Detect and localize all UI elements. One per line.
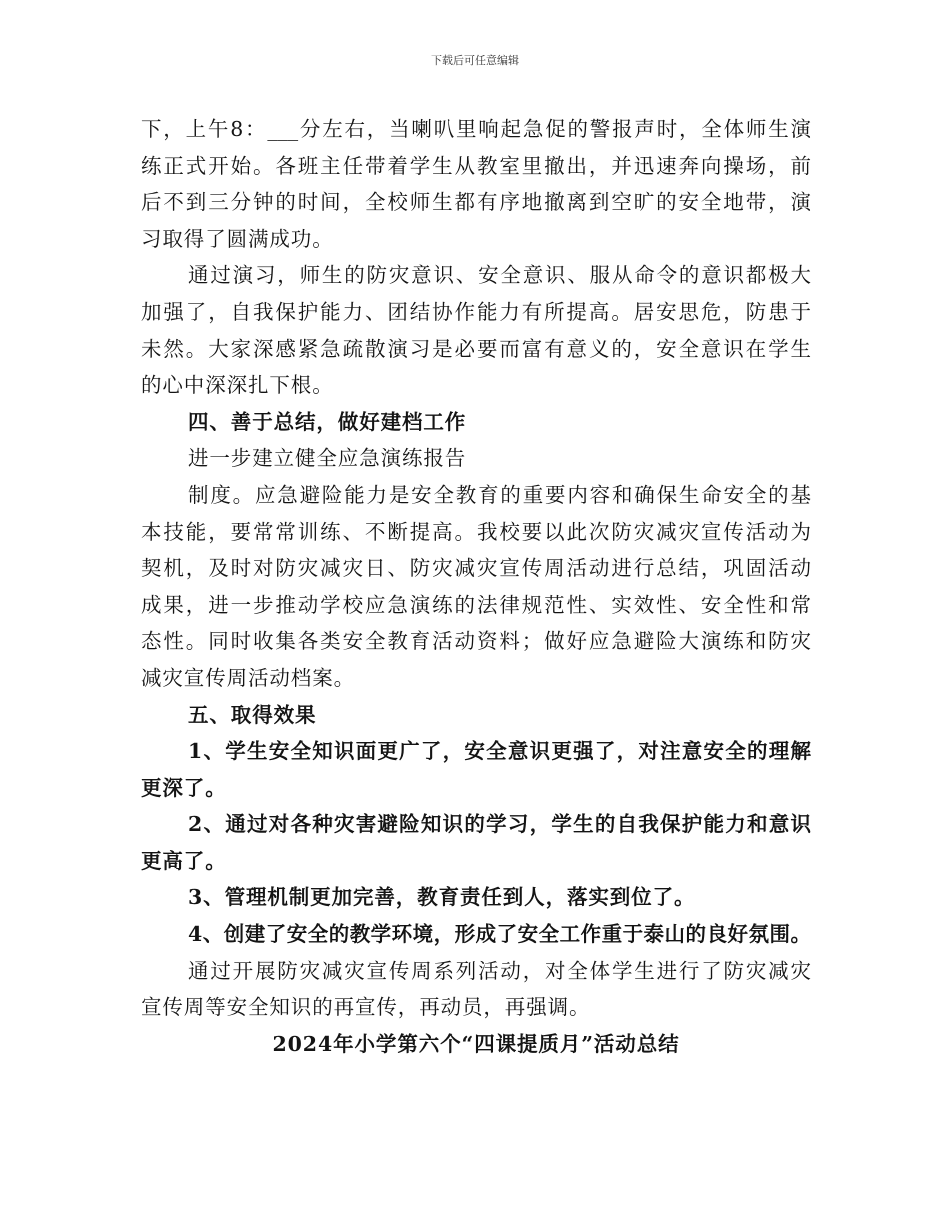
- text-line: 契机，及时对防灾减灾日、防灾减灾宣传周活动进行总结，巩固活动: [141, 556, 811, 581]
- text-line: 的心中深深扎下根。: [141, 373, 334, 398]
- result-item-3: 3、管理机制更加完善，教育责任到人，落实到位了。: [188, 885, 696, 910]
- section-subheading: 进一步建立健全应急演练报告: [188, 446, 467, 471]
- section4-paragraph: [141, 477, 811, 697]
- section-heading-4: 四、善于总结，做好建档工作: [188, 409, 467, 434]
- text-line: 态性。同时收集各类安全教育活动资料；做好应急避险大演练和防灾: [141, 629, 811, 654]
- result-item-1: 1、学生安全知识面更广了，安全意识更强了，对注意安全的理解: [188, 739, 811, 764]
- result-item-4: 4、创建了安全的教学环境，形成了安全工作重于泰山的良好氛围。: [188, 922, 811, 947]
- text-line: 减灾宣传周活动档案。: [141, 665, 355, 690]
- text-segment: 下，上午8：: [141, 117, 268, 141]
- text-line: 通过开展防灾减灾宣传周系列活动，对全体学生进行了防灾减灾: [188, 958, 811, 983]
- results-list: [141, 733, 811, 953]
- text-line: 本技能，要常常训练、不断提高。我校要以此次防灾减灾宣传活动为: [141, 519, 811, 544]
- text-line: 宣传周等安全知识的再宣传，再动员，再强调。: [141, 995, 591, 1020]
- drill-paragraph: [141, 111, 811, 257]
- next-document-title: 2024年小学第六个“四课提质月”活动总结: [272, 1031, 680, 1056]
- page-header-note: 下载后可任意编辑: [431, 54, 519, 67]
- text-line: 通过演习，师生的防灾意识、安全意识、服从命令的意识都极大: [188, 263, 811, 288]
- awareness-paragraph: [141, 257, 811, 403]
- text-segment: 分左右，当喇叭里响起急促的警报声时，全体师生演: [298, 117, 811, 141]
- text-line: 加强了，自我保护能力、团结协作能力有所提高。居安思危，防患于: [141, 299, 811, 324]
- text-line: 习取得了圆满成功。: [141, 226, 334, 251]
- result-item-1-continued: 更深了。: [141, 775, 227, 800]
- result-item-2: 2、通过对各种灾害避险知识的学习，学生的自我保护能力和意识: [188, 812, 811, 837]
- text-line: 后不到三分钟的时间，全校师生都有序地撤离到空旷的安全地带，演: [141, 190, 811, 215]
- result-item-2-continued: 更高了。: [141, 848, 227, 873]
- text-line: [141, 111, 811, 148]
- fill-in-blank: ___: [267, 117, 299, 141]
- text-line: 成果，进一步推动学校应急演练的法律规范性、实效性、安全性和常: [141, 592, 811, 617]
- document-body: [141, 111, 811, 1062]
- text-line: 制度。应急避险能力是安全教育的重要内容和确保生命安全的基: [188, 482, 811, 507]
- text-line: 练正式开始。各班主任带着学生从教室里撤出，并迅速奔向操场，前: [141, 153, 811, 178]
- text-line: 未然。大家深感紧急疏散演习是必要而富有意义的，安全意识在学生: [141, 336, 811, 361]
- closing-paragraph: [141, 953, 811, 1026]
- section-heading-5: 五、取得效果: [188, 702, 317, 727]
